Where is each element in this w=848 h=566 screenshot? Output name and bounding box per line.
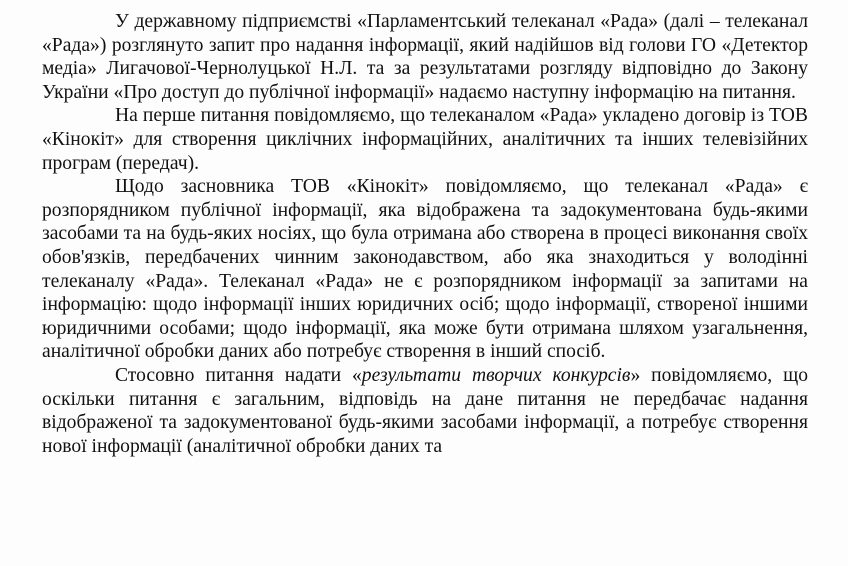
paragraph-contest-lead: Стосовно питання надати « [115,364,362,386]
paragraph-contest-rest: » повідомляємо, що оскільки питання є загальним, відповідь на дане питання не передбачає надання відображеної та задокументованої будь-якими засобами інформації, а потребує створення нової інформації (аналітичної обробки даних та [42,364,809,457]
document-body [42,10,808,458]
paragraph-request-intro: У державному підприємстві «Парламентський телеканал «Рада» (далі – телеканал «Рада») розглянуто запит про надання інформації, який надійшов від голови ГО «Детектор медіа» Лигачової-Чернолуцької Н.Л. та за результатами розгляду відповідно до Закону України «Про доступ до публічної інформації» надаємо наступну інформацію на питання. [42,11,808,103]
emphasis-contest-results: результати творчих конкурсів [361,364,631,386]
paragraph-contest-results [42,364,808,458]
paragraph-first-question: На перше питання повідомляємо, що телеканалом «Рада» укладено договір із ТОВ «Кінокіт» для створення циклічних інформаційних, аналітичних та інших телевізійних програм (передач). [42,105,808,174]
paragraph-founder-question: Щодо засновника ТОВ «Кінокіт» повідомляємо, що телеканал «Рада» є розпорядником публічної інформації, яка відображена та задокументована будь-якими засобами та на будь-яких носіях, що була отримана або створена в процесі виконання своїх обов'язків, передбачених чинним законодавством, або яка знаходиться у володінні телеканалу «Рада». Телеканал «Рада» не є розпорядником інформації за запитами на інформацію: щодо інформації інших юридичних осіб; щодо інформації, створеної іншими юридичними особами; щодо інформації, яка може бути отримана шляхом узагальнення, аналітичної обробки даних або потребує створення в інший спосіб. [42,176,808,363]
